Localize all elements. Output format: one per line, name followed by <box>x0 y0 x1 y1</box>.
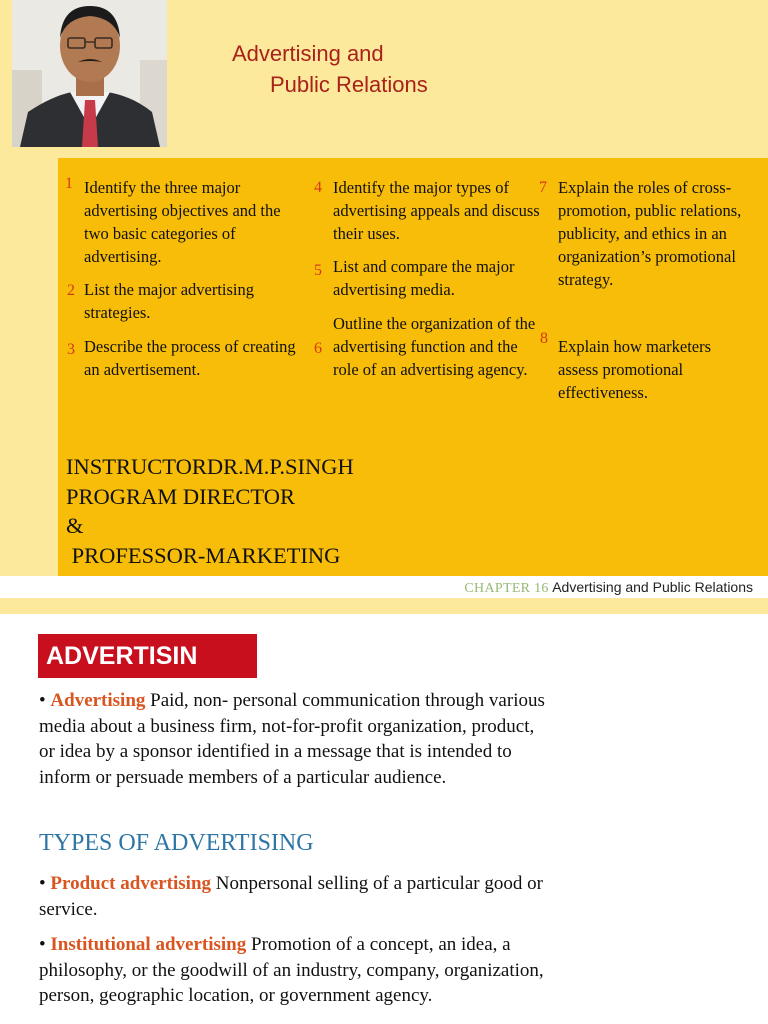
title-line-1: Advertising and <box>232 41 384 66</box>
chapter-label: CHAPTER 16 <box>464 581 549 596</box>
objective-8-number: 8 <box>540 330 548 347</box>
bullet: • <box>39 690 46 711</box>
types-heading: TYPES OF ADVERTISING <box>39 830 314 856</box>
slide-title <box>232 38 428 100</box>
objective-3-text: Describe the process of creating an advertisement. <box>84 337 296 379</box>
objective-2-number: 2 <box>67 282 75 299</box>
objective-7-text: Explain the roles of cross-promotion, public relations, publicity, and ethics in an organization’s promotional strategy. <box>558 178 742 289</box>
advertising-slide <box>0 614 768 1024</box>
advertising-definition <box>39 688 554 790</box>
objective-1-number: 1 <box>65 175 73 192</box>
title-line-2: Public Relations <box>270 72 428 97</box>
institutional-advertising-definition <box>39 932 554 1009</box>
instructor-title: PROGRAM DIRECTOR <box>66 483 295 509</box>
product-term: Product advertising <box>50 873 212 894</box>
instructor-name: INSTRUCTORDR.M.P.SINGH <box>66 454 354 479</box>
institutional-def: Promotion of a concept, an idea, a philosophy, or the goodwill of an industry, company, organization, person, geographic location, or government agency. <box>39 934 544 1006</box>
objective-5-text: List and compare the major advertising media. <box>333 257 515 299</box>
instructor-info <box>66 452 354 570</box>
institutional-term: Institutional advertising <box>50 934 247 955</box>
objective-7-number: 7 <box>539 179 547 196</box>
chapter-footer <box>0 576 768 598</box>
bullet: • <box>39 934 46 955</box>
advertising-def: Paid, non- personal communication through various media about a business firm, not-for-profit organization, product, or idea by a sponsor identified in a message that is intended to inform or persuade members of a particular audience. <box>39 690 545 788</box>
instructor-ampersand: & <box>66 513 84 538</box>
objective-8-text: Explain how marketers assess promotional effectiveness. <box>558 337 712 402</box>
objective-6-number: 6 <box>314 340 322 357</box>
product-advertising-definition <box>39 871 554 922</box>
objective-1-text: Identify the three major advertising objectives and the two basic categories of advertising. <box>84 178 281 266</box>
objective-2-text: List the major advertising strategies. <box>84 280 255 322</box>
objective-4-text: Identify the major types of advertising appeals and discuss their uses. <box>333 178 540 243</box>
advertising-term: Advertising <box>50 690 146 711</box>
instructor-photo <box>12 0 167 147</box>
product-def: Nonpersonal selling of a particular good or service. <box>39 873 543 920</box>
section-heading: ADVERTISIN <box>38 634 257 678</box>
objective-6-text: Outline the organization of the advertising function and the role of an advertising agency. <box>333 314 536 379</box>
slide-divider <box>0 598 768 614</box>
instructor-role: PROFESSOR-MARKETING <box>66 542 341 568</box>
chapter-title: Advertising and Public Relations <box>552 579 753 595</box>
bullet: • <box>39 873 46 894</box>
objective-3-number: 3 <box>67 341 75 358</box>
objective-5-number: 5 <box>314 262 322 279</box>
objective-4-number: 4 <box>314 179 322 196</box>
